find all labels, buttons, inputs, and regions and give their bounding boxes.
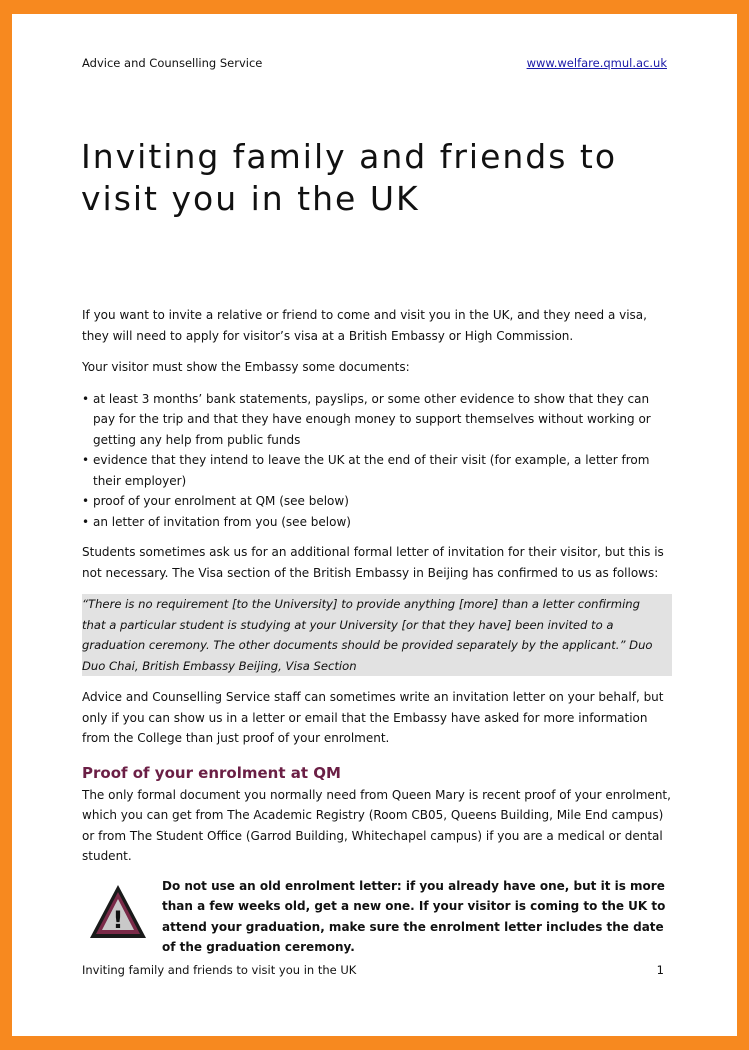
staff-paragraph: Advice and Counselling Service staff can sometimes write an invitation letter on your behalf, but only if you can show us in a letter or email that the Embassy have asked for more information from the College than just proof of your enrolment. <box>82 690 664 745</box>
intro-paragraph: If you want to invite a relative or friend to come and visit you in the UK, and they need a visa, they will need to apply for visitor’s visa at a British Embassy or High Commission. <box>82 308 647 343</box>
list-item-text: proof of your enrolment at QM (see below) <box>93 494 349 508</box>
warning-mark: ! <box>112 905 124 934</box>
list-item-text: an letter of invitation from you (see below) <box>93 514 351 529</box>
bullet-icon: • <box>82 453 90 467</box>
title-line-1: Inviting family and friends to <box>81 137 618 176</box>
bullet-icon: • <box>82 514 90 529</box>
list-item <box>82 389 672 451</box>
documents-lead: Your visitor must show the Embassy some documents: <box>82 360 410 374</box>
document-body <box>82 305 672 958</box>
title-line-2: visit you in the UK <box>81 179 420 218</box>
embassy-quote: “There is no requirement [to the University] to provide anything [more] than a letter confirming that a particular student is studying at your University [or that they have] been invited to a graduation ceremony. The other documents should be provided separately by the applicant.” Duo Duo Chai, British Embassy Beijing, Visa Section <box>82 594 672 676</box>
header-organisation: Advice and Counselling Service <box>82 56 263 70</box>
students-paragraph: Students sometimes ask us for an additional formal letter of invitation for their visitor, but this is not necessary. The Visa section of the British Embassy in Beijing has confirmed to us as follows: <box>82 545 664 580</box>
proof-heading: Proof of your enrolment at QM <box>82 763 341 782</box>
page-number: 1 <box>656 963 664 977</box>
header-website-link[interactable]: www.welfare.qmul.ac.uk <box>526 56 667 70</box>
proof-paragraph: The only formal document you normally need from Queen Mary is recent proof of your enrolment, which you can get from The Academic Registry (Room CB05, Queens Building, Mile End campus) or from The Student Office (Garrod Building, Whitechapel campus) if you are a medical or dental student. <box>82 787 671 863</box>
page-title <box>81 136 681 220</box>
list-item-text: evidence that they intend to leave the UK at the end of their visit (for example, a letter from their employer) <box>93 453 650 488</box>
documents-list <box>82 389 672 533</box>
warning-triangle-icon <box>88 883 148 941</box>
bullet-icon: • <box>82 391 90 406</box>
list-item <box>82 512 672 533</box>
list-item-text: at least 3 months’ bank statements, payslips, or some other evidence to show that they can pay for the trip and that they have enough money to support themselves without working or getting any help from public funds <box>93 391 651 447</box>
footer-title: Inviting family and friends to visit you in the UK <box>82 963 357 977</box>
warning-text: Do not use an old enrolment letter: if you already have one, but it is more than a few weeks old, get a new one. If your visitor is coming to the UK to attend your graduation, make sure the enrolment letter includes the date of the graduation ceremony. <box>162 878 666 954</box>
bullet-icon: • <box>82 494 90 508</box>
warning-box <box>82 878 672 958</box>
document-page <box>12 14 737 1036</box>
list-item <box>82 491 672 512</box>
list-item <box>82 450 672 491</box>
